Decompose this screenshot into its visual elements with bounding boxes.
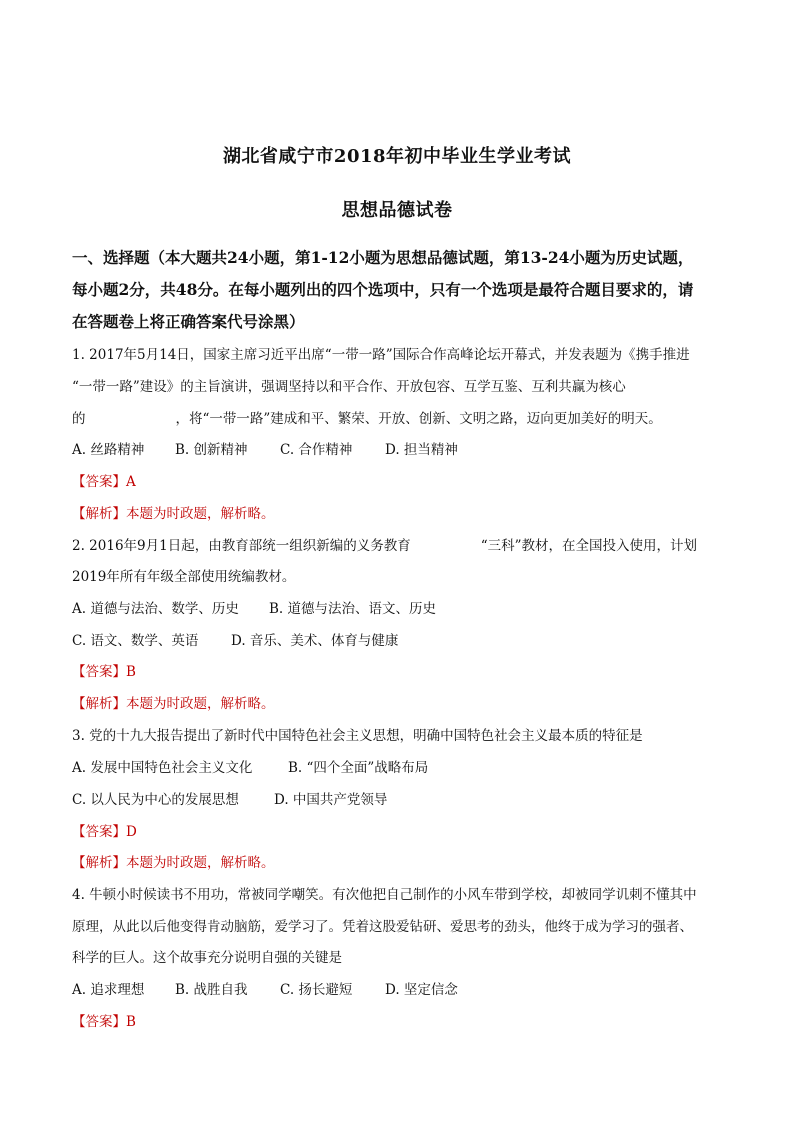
q3-option-a: A. 发展中国特色社会主义文化	[72, 760, 253, 776]
q3-analysis	[72, 851, 275, 871]
q2-analysis	[72, 692, 275, 712]
answer-label: 【答案】	[72, 1014, 126, 1030]
q2-stem-line: 2019年所有年级全部使用统编教材。	[72, 569, 296, 585]
answer-value: B	[126, 1014, 136, 1030]
q4-answer	[72, 1010, 136, 1030]
q1-option-b: B. 创新精神	[175, 442, 248, 458]
analysis-text: 本题为时政题，解析略。	[126, 855, 275, 871]
answer-label: 【答案】	[72, 664, 126, 680]
analysis-text: 本题为时政题，解析略。	[126, 506, 275, 522]
q3-stem-line: 3. 党的十九大报告提出了新时代中国特色社会主义思想，明确中国特色社会主义最本质的特征是	[72, 728, 643, 744]
q2-option-b: B. 道德与法治、语文、历史	[269, 601, 437, 617]
q2-options-row	[72, 597, 436, 617]
answer-value: A	[126, 474, 136, 490]
q1-option-d: D. 担当精神	[385, 442, 458, 458]
q2-answer	[72, 660, 136, 680]
q1-stem-text: 的	[72, 411, 86, 427]
answer-value: D	[126, 824, 137, 840]
q1-stem-line	[72, 407, 662, 427]
section-heading-line: 每小题2分，共48分。在每小题列出的四个选项中，只有一个选项是最符合题目要求的，请	[72, 280, 694, 299]
q2-option-a: A. 道德与法治、数学、历史	[72, 601, 239, 617]
q3-answer	[72, 820, 137, 840]
q4-option-d: D. 坚定信念	[385, 982, 458, 998]
answer-label: 【答案】	[72, 474, 126, 490]
q1-stem-text: ，将“一带一路”建成和平、繁荣、开放、创新、文明之路，迈向更加美好的明天。	[175, 411, 662, 427]
q1-option-c: C. 合作精神	[280, 442, 353, 458]
q4-stem-line: 4. 牛顿小时候读书不用功，常被同学嘲笑。有次他把自己制作的小风车带到学校，却被同学讥刺不懂其中	[72, 887, 697, 903]
analysis-text: 本题为时政题，解析略。	[126, 696, 275, 712]
section-heading-line: 在答题卷上将正确答案代号涂黑）	[72, 312, 305, 331]
q3-options-row	[72, 756, 428, 776]
section-heading-line: 一、选择题（本大题共24小题，第1-12小题为思想品德试题，第13-24小题为历史试题，	[72, 248, 694, 267]
q3-option-c: C. 以人民为中心的发展思想	[72, 792, 239, 808]
answer-label: 【答案】	[72, 824, 126, 840]
q1-option-a: A. 丝路精神	[72, 442, 145, 458]
answer-value: B	[126, 664, 136, 680]
q2-stem-text: 2. 2016年9月1日起，由教育部统一组织新编的义务教育	[72, 538, 411, 554]
analysis-label: 【解析】	[72, 855, 126, 871]
q2-option-c: C. 语文、数学、英语	[72, 633, 199, 649]
exam-subtitle: 思想品德试卷	[341, 200, 453, 221]
q4-option-c: C. 扬长避短	[280, 982, 353, 998]
q1-answer	[72, 470, 136, 490]
q2-options-row	[72, 629, 398, 649]
q1-options	[72, 438, 458, 458]
exam-title: 湖北省咸宁市2018年初中毕业生学业考试	[222, 146, 572, 167]
q1-analysis	[72, 502, 275, 522]
q1-stem-line: 1. 2017年5月14日，国家主席习近平出席“一带一路”国际合作高峰论坛开幕式，并发表题为《携手推进	[72, 347, 690, 363]
q2-option-d: D. 音乐、美术、体育与健康	[231, 633, 399, 649]
q2-stem-line	[72, 534, 697, 554]
analysis-label: 【解析】	[72, 696, 126, 712]
q3-option-d: D. 中国共产党领导	[274, 792, 388, 808]
q2-stem-text: “三科”教材，在全国投入使用，计划	[480, 538, 698, 554]
q4-option-b: B. 战胜自我	[175, 982, 248, 998]
analysis-label: 【解析】	[72, 506, 126, 522]
q4-stem-line: 科学的巨人。这个故事充分说明自强的关键是	[72, 950, 342, 966]
q4-options	[72, 978, 458, 998]
q3-options-row	[72, 788, 387, 808]
section-heading	[72, 242, 724, 338]
q3-option-b: B. “四个全面”战略布局	[288, 760, 429, 776]
q1-stem-line: “一带一路”建设》的主旨演讲，强调坚持以和平合作、开放包容、互学互鉴、互利共赢为核心	[72, 379, 626, 395]
q4-option-a: A. 追求理想	[72, 982, 145, 998]
q4-stem-line: 原理，从此以后他变得肯动脑筋，爱学习了。凭着这股爱钻研、爱思考的劲头，他终于成为学习的强者、	[72, 919, 693, 935]
